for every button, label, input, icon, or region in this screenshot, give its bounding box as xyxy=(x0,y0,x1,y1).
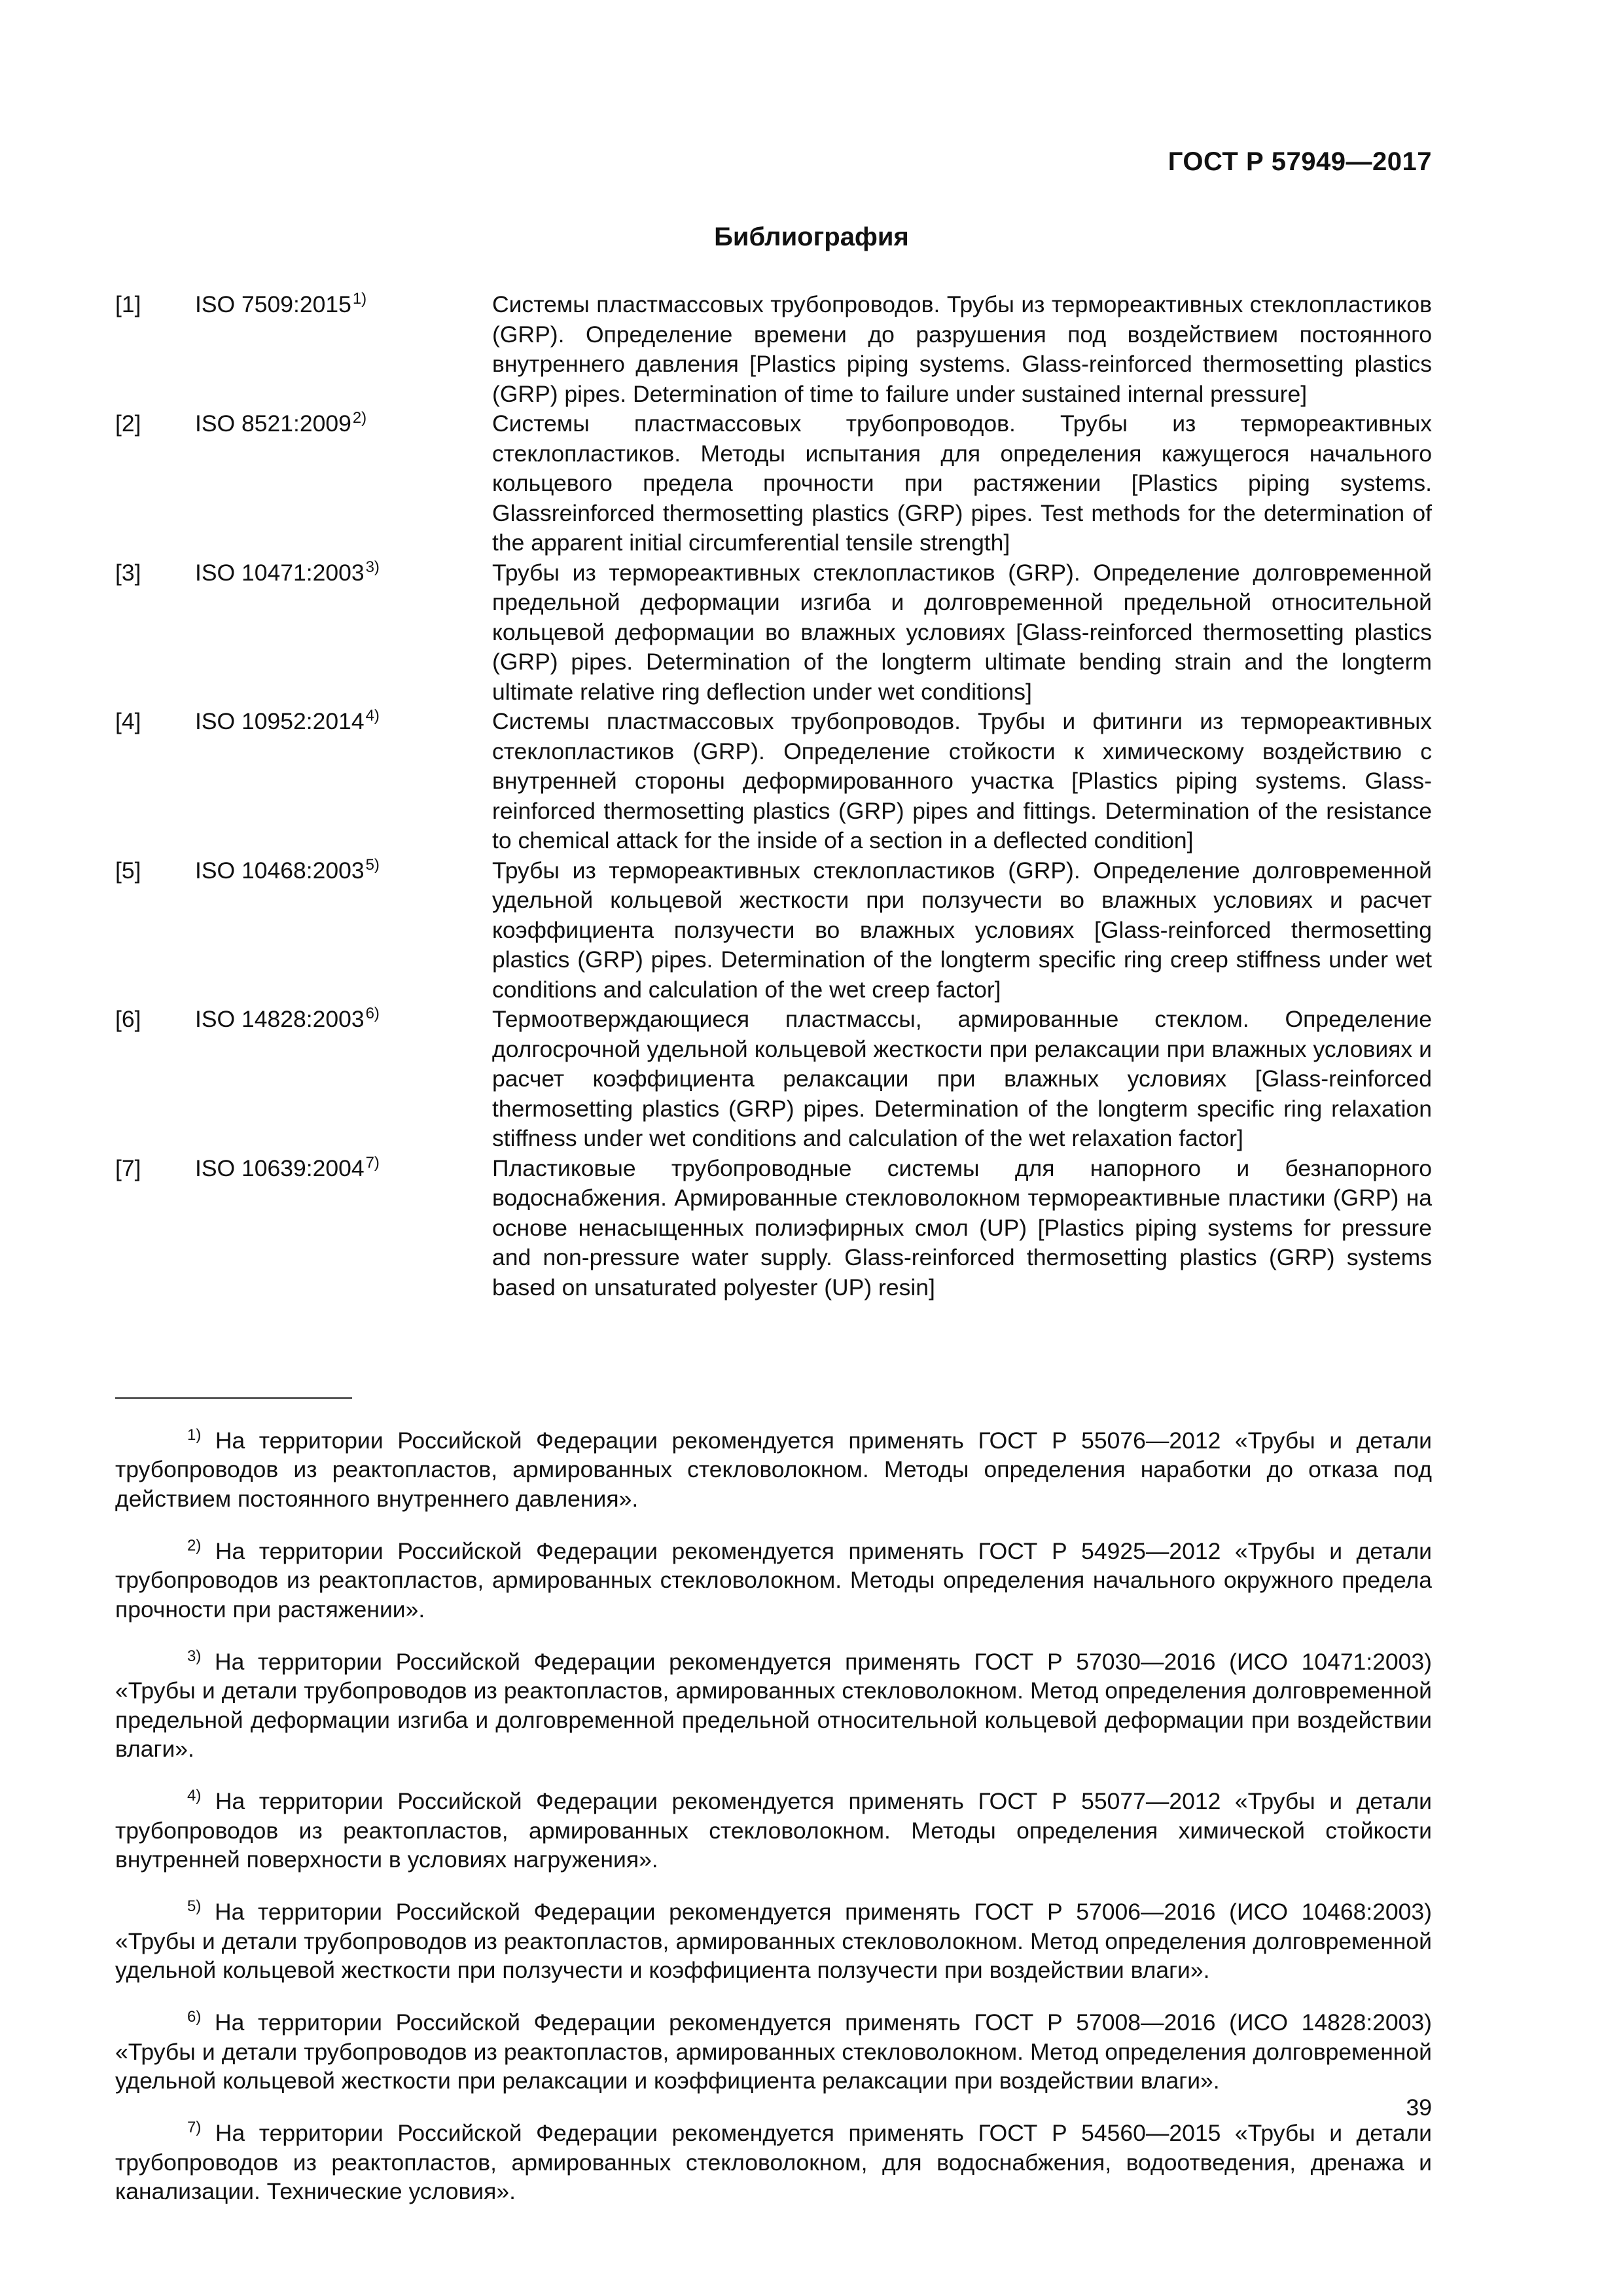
entry-title: Системы пластмассовых трубопроводов. Трубы из термореактивных стеклопластиков (GRP). Определение времени до разрушения под воздействием постоянного внутреннего давления [Plastics piping systems. Glass-reinforced thermosetting plastics (GRP) pipes. Determination of time to failure under sustained internal pressure] xyxy=(492,291,1432,407)
standard-code: ISO 7509:2015 xyxy=(195,291,351,317)
standard-code: ISO 14828:2003 xyxy=(195,1006,365,1032)
footnote-ref: 3) xyxy=(365,558,380,576)
document-code-header: ГОСТ Р 57949—2017 xyxy=(1168,147,1432,176)
footnote xyxy=(115,1897,1432,1985)
footnote-ref: 5) xyxy=(365,855,380,874)
entry-title: Пластиковые трубопроводные системы для напорного и безнапорного водоснабжения. Армированные стекловолокном термореактивные пластики (GRP) на основе ненасыщенных полиэфирных смол (UP) [Plastics piping systems for pressure and non-pressure water supply. Glass-reinforced thermosetting plastics (GRP) systems based on unsaturated polyester (UP) resin] xyxy=(492,1155,1432,1300)
bibliography-entry xyxy=(115,558,1432,708)
footnote-text: На территории Российской Федерации рекомендуется применять ГОСТ Р 55077—2012 «Трубы и детали трубопроводов из реактопластов, армированных стекловолокном. Методы определения химической стойкости внутренней поверхности в условиях нагружения». xyxy=(115,1788,1432,1873)
footnote-ref: 1) xyxy=(352,290,367,308)
footnote-text: На территории Российской Федерации рекомендуется применять ГОСТ Р 57006—2016 (ИСО 10468:2003) «Трубы и детали трубопроводов из реактопластов, армированных стекловолокном. Метод определения долговременной удельной кольцевой жесткости при ползучести и коэффициента ползучести при воздействии влаги». xyxy=(115,1899,1432,1983)
footnote xyxy=(115,1537,1432,1624)
bibliography-entry xyxy=(115,409,1432,558)
standard-code: ISO 10639:2004 xyxy=(195,1155,365,1181)
entry-number: [7] xyxy=(115,1155,141,1181)
footnotes xyxy=(115,1403,1432,2215)
entry-standard xyxy=(195,707,492,737)
bibliography-list xyxy=(115,290,1432,1302)
footnote-mark: 5) xyxy=(187,1897,202,1915)
entry-title: Трубы из термореактивных стеклопластиков (GRP). Определение долговременной предельной деформации изгиба и долговременной предельной относительной кольцевой деформации во влажных условиях [Glass-reinforced thermosetting plastics (GRP) pipes. Determination of the longterm ultimate bending strain and the longterm ultimate relative ring deflection under wet conditions] xyxy=(492,559,1432,705)
footnote-ref: 4) xyxy=(365,707,380,725)
entry-number: [4] xyxy=(115,708,141,734)
entry-title: Трубы из термореактивных стеклопластиков (GRP). Определение долговременной удельной кольцевой жесткости при ползучести во влажных условиях и расчет коэффициента ползучести во влажных условиях [Glass-reinforced thermosetting plastics (GRP) pipes. Determination of the longterm specific ring creep stiffness under wet conditions and calculation of the wet creep factor] xyxy=(492,857,1432,1003)
entry-title: Системы пластмассовых трубопроводов. Трубы из термореактивных стеклопластиков. Методы испытания для определения кажущегося начального кольцевого предела прочности при растяжении [Plastics piping systems. Glassreinforced thermosetting plastics (GRP) pipes. Test methods for the determination of the apparent initial circumferential tensile strength] xyxy=(492,410,1432,556)
entry-title: Системы пластмассовых трубопроводов. Трубы и фитинги из термореактивных стеклопластиков (GRP). Определение стойкости к химическому воздействию с внутренней стороны деформированного участка [Plastics piping systems. Glass-reinforced thermosetting plastics (GRP) pipes and fittings. Determination of the resistance to chemical attack for the inside of a section in a deflected condition] xyxy=(492,708,1432,853)
footnote-separator xyxy=(115,1397,352,1399)
footnote-ref: 2) xyxy=(352,409,367,427)
bibliography-entry xyxy=(115,856,1432,1005)
entry-title: Термоотверждающиеся пластмассы, армированные стеклом. Определение долгосрочной удельной кольцевой жесткости при релаксации при влажных условиях и расчет коэффициента релаксации при влажных условиях [Glass-reinforced thermosetting plastics (GRP) pipes. Determination of the longterm specific ring relaxation stiffness under wet conditions and calculation of the wet relaxation factor] xyxy=(492,1006,1432,1151)
entry-standard xyxy=(195,409,492,439)
entry-standard xyxy=(195,856,492,886)
footnote xyxy=(115,2008,1432,2096)
entry-standard xyxy=(195,558,492,588)
footnote xyxy=(115,1647,1432,1764)
footnote xyxy=(115,1426,1432,1514)
entry-standard xyxy=(195,1005,492,1035)
footnote-mark: 3) xyxy=(187,1647,202,1665)
bibliography-entry xyxy=(115,1154,1432,1303)
footnote xyxy=(115,2119,1432,2206)
footnote-mark: 2) xyxy=(187,1536,202,1554)
entry-number: [5] xyxy=(115,857,141,884)
entry-standard xyxy=(195,1154,492,1184)
bibliography-entry xyxy=(115,707,1432,856)
footnote-ref: 6) xyxy=(365,1005,380,1022)
entry-number: [1] xyxy=(115,291,141,317)
footnote-mark: 6) xyxy=(187,2008,202,2026)
standard-code: ISO 10471:2003 xyxy=(195,559,365,586)
standard-code: ISO 8521:2009 xyxy=(195,410,351,437)
bibliography-entry xyxy=(115,1005,1432,1154)
footnote-mark: 7) xyxy=(187,2119,202,2136)
footnote-ref: 7) xyxy=(365,1153,380,1172)
footnote-text: На территории Российской Федерации рекомендуется применять ГОСТ Р 57008—2016 (ИСО 14828:2003) «Трубы и детали трубопроводов из реактопластов, армированных стекловолокном. Метод определения долговременной удельной кольцевой жесткости при релаксации и коэффициента релаксации при воздействии влаги». xyxy=(115,2009,1432,2094)
footnote-text: На территории Российской Федерации рекомендуется применять ГОСТ Р 54925—2012 «Трубы и детали трубопроводов из реактопластов, армированных стекловолокном. Методы определения начального окружного предела прочности при растяжении». xyxy=(115,1537,1432,1623)
footnote-mark: 1) xyxy=(187,1426,202,1444)
footnote-text: На территории Российской Федерации рекомендуется применять ГОСТ Р 54560—2015 «Трубы и детали трубопроводов из реактопластов, армированных стекловолокном, для водоснабжения, водоотведения, дренажа и канализации. Технические условия». xyxy=(115,2120,1432,2204)
entry-standard xyxy=(195,290,492,320)
footnote-mark: 4) xyxy=(187,1787,202,1804)
footnote xyxy=(115,1787,1432,1874)
entry-number: [3] xyxy=(115,559,141,586)
entry-number: [2] xyxy=(115,410,141,437)
standard-code: ISO 10952:2014 xyxy=(195,708,365,734)
bibliography-entry xyxy=(115,290,1432,409)
entry-number: [6] xyxy=(115,1006,141,1032)
footnote-text: На территории Российской Федерации рекомендуется применять ГОСТ Р 55076—2012 «Трубы и детали трубопроводов из реактопластов, армированных стекловолокном. Методы определения наработки до отказа под действием постоянного внутреннего давления». xyxy=(115,1427,1432,1512)
footnote-text: На территории Российской Федерации рекомендуется применять ГОСТ Р 57030—2016 (ИСО 10471:2003) «Трубы и детали трубопроводов из реактопластов, армированных стекловолокном. Метод определения долговременной предельной деформации изгиба и долговременной предельной относительной кольцевой деформации при воздействии влаги». xyxy=(115,1648,1432,1762)
standard-code: ISO 10468:2003 xyxy=(195,857,365,884)
page-number: 39 xyxy=(1406,2094,1432,2121)
bibliography-title: Библиография xyxy=(714,223,909,251)
